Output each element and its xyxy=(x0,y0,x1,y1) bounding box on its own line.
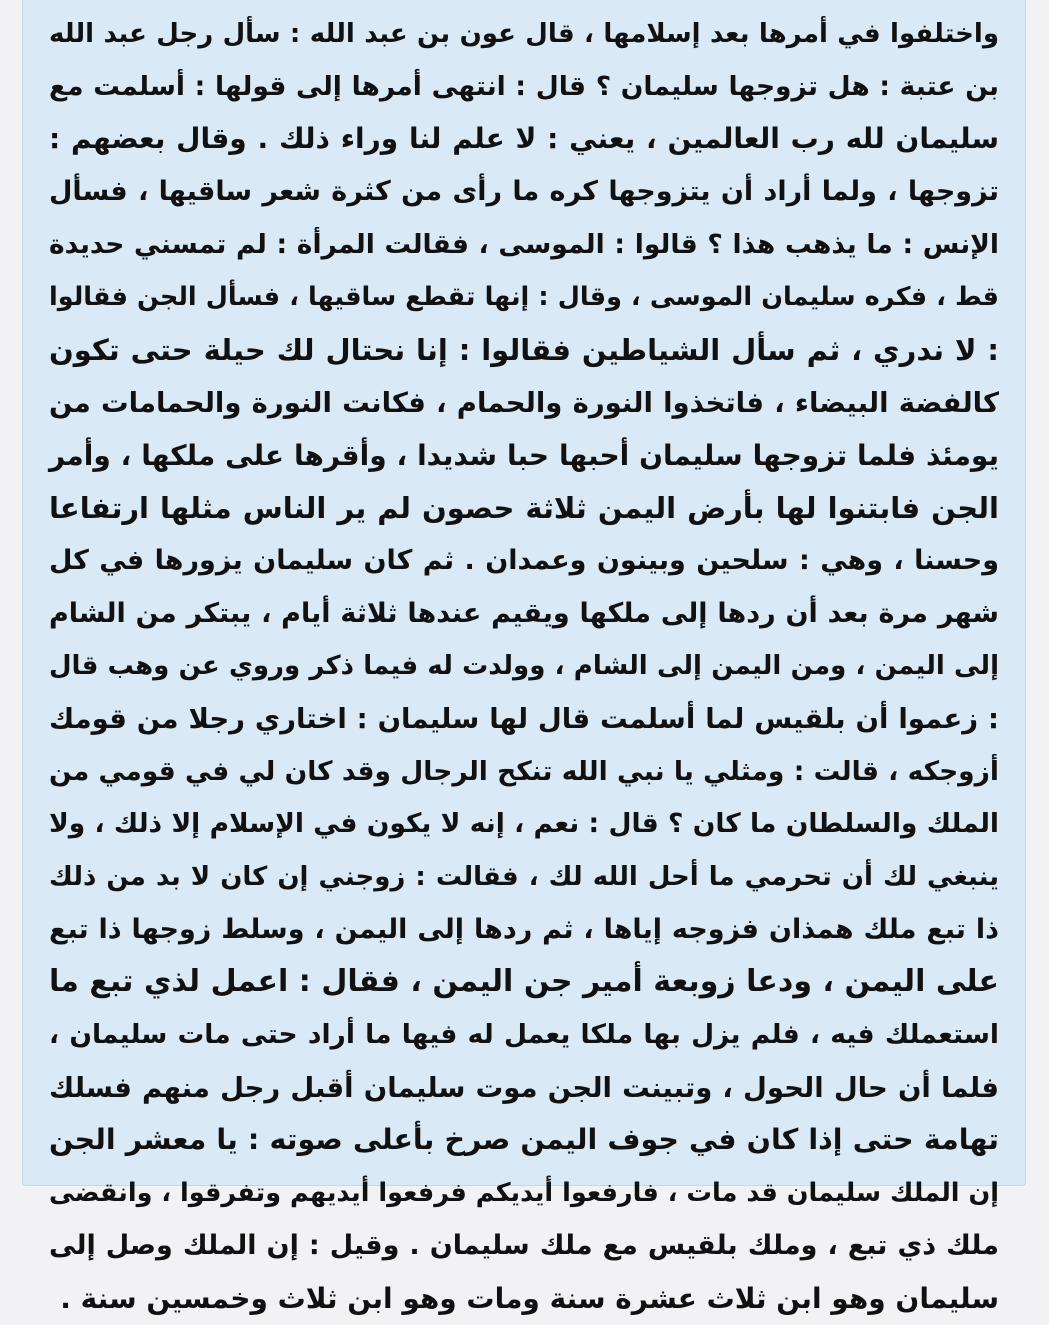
text-line: وحسنا ، وهي : سلحين وبينون وعمدان . ثم كان سليمان يزورها في كل xyxy=(49,535,999,588)
text-line: على اليمن ، ودعا زوبعة أمير جن اليمن ، فقال : اعمل لذي تبع ما xyxy=(49,956,999,1009)
text-line: ينبغي لك أن تحرمي ما أحل الله لك ، فقالت : زوجني إن كان لا بد من ذلك xyxy=(49,851,999,904)
text-line: يومئذ فلما تزوجها سليمان أحبها حبا شديدا ، وأقرها على ملكها ، وأمر xyxy=(49,430,999,483)
text-line: إلى اليمن ، ومن اليمن إلى الشام ، وولدت له فيما ذكر وروي عن وهب قال xyxy=(49,640,999,693)
text-line: إن الملك سليمان قد مات ، فارفعوا أيديكم فرفعوا أيديهم وتفرقوا ، وانقضى xyxy=(49,1167,999,1220)
text-line: قط ، فكره سليمان الموسى ، وقال : إنها تقطع ساقيها ، فسأل الجن فقالوا xyxy=(49,271,999,324)
text-line: تهامة حتى إذا كان في جوف اليمن صرخ بأعلى صوته : يا معشر الجن xyxy=(49,1114,999,1167)
arabic-text-body xyxy=(49,8,999,1325)
text-line: واختلفوا في أمرها بعد إسلامها ، قال عون بن عبد الله : سأل رجل عبد الله xyxy=(49,8,999,61)
text-line-last: سليمان وهو ابن ثلاث عشرة سنة ومات وهو ابن ثلاث وخمسين سنة . xyxy=(49,1273,999,1325)
text-line: أزوجكه ، قالت : ومثلي يا نبي الله تنكح الرجال وقد كان لي في قومي من xyxy=(49,746,999,799)
text-line: سليمان لله رب العالمين ، يعني : لا علم لنا وراء ذلك . وقال بعضهم : xyxy=(49,113,999,166)
text-line: : لا ندري ، ثم سأل الشياطين فقالوا : إنا نحتال لك حيلة حتى تكون xyxy=(49,324,999,377)
text-line: ذا تبع ملك همذان فزوجه إياها ، ثم ردها إلى اليمن ، وسلط زوجها ذا تبع xyxy=(49,904,999,957)
text-line: فلما أن حال الحول ، وتبينت الجن موت سليمان أقبل رجل منهم فسلك xyxy=(49,1062,999,1115)
text-line: استعملك فيه ، فلم يزل بها ملكا يعمل له فيها ما أراد حتى مات سليمان ، xyxy=(49,1009,999,1062)
text-line: الملك والسلطان ما كان ؟ قال : نعم ، إنه لا يكون في الإسلام إلا ذلك ، ولا xyxy=(49,798,999,851)
text-panel xyxy=(22,0,1026,1186)
text-line: ملك ذي تبع ، وملك بلقيس مع ملك سليمان . وقيل : إن الملك وصل إلى xyxy=(49,1220,999,1273)
text-line: الجن فابتنوا لها بأرض اليمن ثلاثة حصون لم ير الناس مثلها ارتفاعا xyxy=(49,482,999,535)
text-line: : زعموا أن بلقيس لما أسلمت قال لها سليمان : اختاري رجلا من قومك xyxy=(49,693,999,746)
text-line: كالفضة البيضاء ، فاتخذوا النورة والحمام ، فكانت النورة والحمامات من xyxy=(49,377,999,430)
text-line: تزوجها ، ولما أراد أن يتزوجها كره ما رأى من كثرة شعر ساقيها ، فسأل xyxy=(49,166,999,219)
text-line: شهر مرة بعد أن ردها إلى ملكها ويقيم عندها ثلاثة أيام ، يبتكر من الشام xyxy=(49,588,999,641)
text-line: الإنس : ما يذهب هذا ؟ قالوا : الموسى ، فقالت المرأة : لم تمسني حديدة xyxy=(49,219,999,272)
text-line: بن عتبة : هل تزوجها سليمان ؟ قال : انتهى أمرها إلى قولها : أسلمت مع xyxy=(49,61,999,114)
